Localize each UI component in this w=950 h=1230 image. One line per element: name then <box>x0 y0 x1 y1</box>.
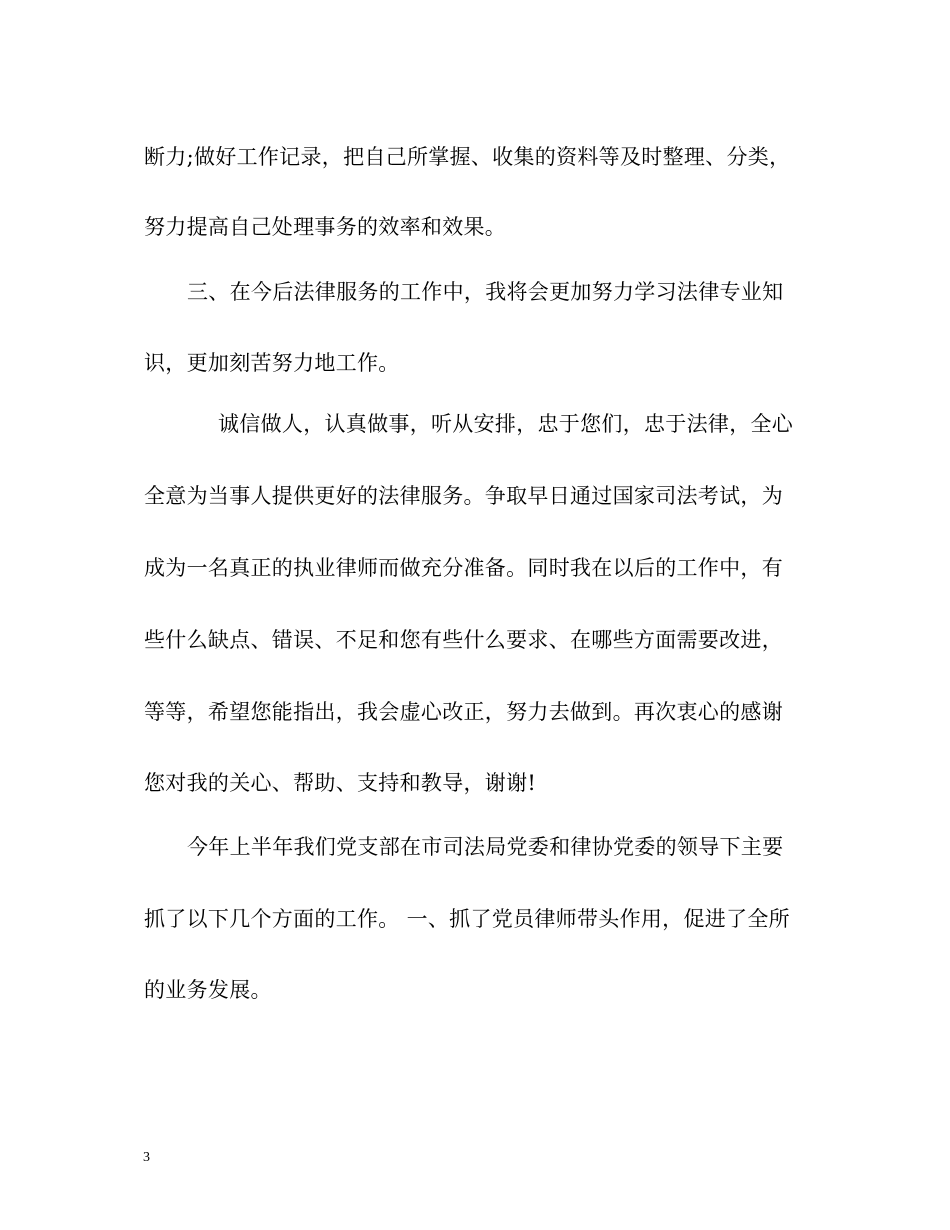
text-line-6: 全意为当事人提供更好的法律服务。争取早日通过国家司法考试，为 <box>144 484 783 508</box>
text-line-5: 诚信做人，认真做事，听从安排，忠于您们，忠于法律，全心 <box>218 412 794 436</box>
text-line-13: 的业务发展。 <box>144 978 272 1002</box>
text-line-7: 成为一名真正的执业律师而做充分准备。同时我在以后的工作中，有 <box>144 556 783 580</box>
text-line-12: 抓了以下几个方面的工作。 一、抓了党员律师带头作用，促进了全所 <box>144 907 790 931</box>
page-number: 3 <box>143 1150 150 1165</box>
text-line-3: 三、在今后法律服务的工作中，我将会更加努力学习法律专业知 <box>187 280 784 304</box>
text-line-9: 等等，希望您能指出，我会虚心改正，努力去做到。再次衷心的感谢 <box>144 700 783 724</box>
text-line-11: 今年上半年我们党支部在市司法局党委和律协党委的领导下主要 <box>187 835 784 859</box>
text-line-1: 断力;做好工作记录，把自己所掌握、收集的资料等及时整理、分类， <box>144 145 791 169</box>
text-line-4: 识，更加刻苦努力地工作。 <box>144 351 400 375</box>
text-line-8: 些什么缺点、错误、不足和您有些什么要求、在哪些方面需要改进， <box>144 628 783 652</box>
text-line-10: 您对我的关心、帮助、支持和教导，谢谢! <box>144 771 537 795</box>
text-line-2: 努力提高自己处理事务的效率和效果。 <box>144 215 507 239</box>
